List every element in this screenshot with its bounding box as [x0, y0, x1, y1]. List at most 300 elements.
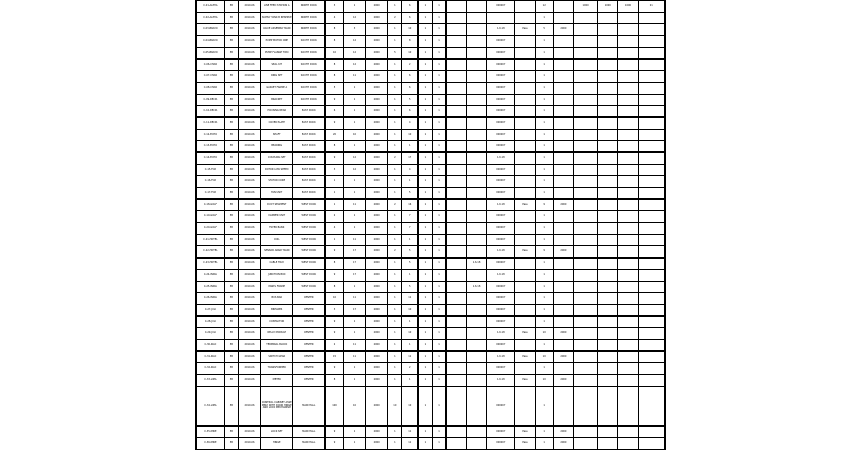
- table-cell: 2: [388, 152, 402, 164]
- table-cell: 2000: [553, 426, 573, 438]
- table-cell: 9: [325, 426, 343, 438]
- table-cell: 1: [432, 164, 446, 176]
- table-cell: 2000: [366, 152, 388, 164]
- table-cell: BRACKET: [261, 94, 293, 106]
- table-cell: [446, 351, 466, 363]
- table-cell: WEST DOCK: [293, 211, 325, 223]
- table-cell: 1: [418, 24, 432, 36]
- table-cell: [515, 234, 535, 246]
- table-cell: [515, 293, 535, 305]
- table-cell: 12: [535, 1, 553, 13]
- table-row: [196, 211, 665, 223]
- table-cell: MAIN HALL: [293, 386, 325, 426]
- table-cell: 1: [535, 211, 553, 223]
- table-cell: [515, 304, 535, 316]
- table-row: [196, 47, 665, 59]
- table-cell: 2000: [366, 188, 388, 200]
- table-cell: 10: [343, 129, 365, 141]
- table-cell: 1000: [573, 1, 597, 13]
- table-cell: [638, 339, 664, 351]
- table-cell: [553, 12, 573, 24]
- table-cell: EAST DOCK: [293, 164, 325, 176]
- table-cell: 1: [432, 47, 446, 59]
- table-cell: [598, 223, 618, 235]
- table-row: [196, 82, 665, 94]
- table-cell: SENSOR ARRAY MAIN: [261, 246, 293, 258]
- table-cell: C-26-INDIA: [196, 293, 224, 305]
- table-cell: 1: [388, 258, 402, 270]
- table-cell: 5B: [224, 426, 238, 438]
- table-cell: 1: [418, 141, 432, 153]
- table-cell: 000007: [487, 117, 515, 129]
- table-cell: [466, 36, 486, 48]
- table-cell: 1: [432, 24, 446, 36]
- table-cell: 5B: [224, 24, 238, 36]
- table-cell: MAIN HALL: [293, 438, 325, 450]
- table-cell: 1: [418, 117, 432, 129]
- table-cell: NORTH DOCK: [293, 12, 325, 24]
- table-cell: [515, 281, 535, 293]
- table-cell: 2019-06: [238, 117, 260, 129]
- table-cell: Pass: [515, 328, 535, 340]
- table-cell: 1: [418, 12, 432, 24]
- table-cell: 2000: [366, 339, 388, 351]
- table-cell: [638, 164, 664, 176]
- table-cell: 1: [418, 47, 432, 59]
- table-cell: 1: [535, 188, 553, 200]
- table-cell: 000007: [487, 293, 515, 305]
- table-cell: WEST DOCK: [293, 199, 325, 211]
- table-cell: [573, 234, 597, 246]
- table-cell: [573, 59, 597, 71]
- table-cell: [638, 59, 664, 71]
- table-cell: [515, 106, 535, 118]
- table-cell: 5B: [224, 176, 238, 188]
- table-cell: [598, 258, 618, 270]
- table-cell: [446, 339, 466, 351]
- table-cell: 000007: [487, 82, 515, 94]
- table-cell: 000007: [487, 426, 515, 438]
- table-cell: 6: [325, 106, 343, 118]
- table-cell: 1: [325, 199, 343, 211]
- table-cell: 2019-06: [238, 12, 260, 24]
- table-cell: 21: [638, 1, 664, 13]
- table-cell: [618, 117, 638, 129]
- table-cell: [598, 375, 618, 387]
- table-cell: C-28-JULI: [196, 316, 224, 328]
- table-cell: PUMP MOTOR ONE: [261, 36, 293, 48]
- table-cell: 5B: [224, 246, 238, 258]
- table-cell: [638, 281, 664, 293]
- table-cell: 2000: [366, 386, 388, 426]
- table-cell: 1: [535, 164, 553, 176]
- table-row: [196, 24, 665, 36]
- table-cell: [618, 71, 638, 83]
- table-cell: [466, 176, 486, 188]
- table-row: [196, 117, 665, 129]
- table-cell: 1: [418, 426, 432, 438]
- table-cell: 17: [343, 246, 365, 258]
- table-cell: FAN UNIT: [261, 188, 293, 200]
- table-cell: 1: [432, 304, 446, 316]
- table-cell: 1: [388, 164, 402, 176]
- table-cell: 11: [343, 339, 365, 351]
- table-cell: 1: [343, 211, 365, 223]
- table-cell: 2019-06: [238, 339, 260, 351]
- table-cell: [553, 293, 573, 305]
- table-cell: [573, 363, 597, 375]
- table-cell: 1: [388, 59, 402, 71]
- table-cell: 11: [343, 71, 365, 83]
- table-cell: [638, 386, 664, 426]
- table-cell: C-06-CHAR: [196, 59, 224, 71]
- table-cell: 5B: [224, 152, 238, 164]
- table-cell: 2000: [366, 223, 388, 235]
- table-cell: 000007: [487, 164, 515, 176]
- table-cell: 1: [343, 438, 365, 450]
- table-cell: 1: [418, 246, 432, 258]
- table-cell: 2000: [366, 1, 388, 13]
- table-cell: C-13-ECHO: [196, 141, 224, 153]
- table-cell: EAST DOCK: [293, 152, 325, 164]
- table-cell: [553, 82, 573, 94]
- table-cell: [553, 363, 573, 375]
- table-row: [196, 164, 665, 176]
- table-cell: [618, 351, 638, 363]
- table-cell: [446, 47, 466, 59]
- table-cell: C-07-CHAR: [196, 71, 224, 83]
- table-cell: 1: [343, 117, 365, 129]
- table-cell: [515, 269, 535, 281]
- table-cell: 6: [402, 82, 418, 94]
- table-cell: 4: [402, 117, 418, 129]
- table-row: [196, 375, 665, 387]
- table-cell: 10: [325, 47, 343, 59]
- table-cell: [618, 164, 638, 176]
- table-cell: 2019-06: [238, 82, 260, 94]
- table-row: [196, 258, 665, 270]
- table-cell: [573, 223, 597, 235]
- table-cell: [618, 59, 638, 71]
- table-cell: 11: [402, 293, 418, 305]
- table-cell: [598, 141, 618, 153]
- table-cell: 000007: [487, 94, 515, 106]
- table-cell: 11: [402, 438, 418, 450]
- table-cell: 1: [432, 281, 446, 293]
- table-cell: 2000: [366, 59, 388, 71]
- table-cell: [573, 94, 597, 106]
- table-cell: 9: [325, 269, 343, 281]
- table-cell: [618, 199, 638, 211]
- table-cell: [446, 293, 466, 305]
- table-cell: [446, 141, 466, 153]
- table-cell: 000007: [487, 234, 515, 246]
- table-cell: 000007: [487, 438, 515, 450]
- table-cell: [446, 363, 466, 375]
- table-cell: 1: [343, 426, 365, 438]
- table-cell: 11: [343, 351, 365, 363]
- table-cell: BREAKER: [261, 304, 293, 316]
- empty-region: [665, 0, 860, 450]
- table-cell: 2019-06: [238, 234, 260, 246]
- table-cell: 12: [343, 12, 365, 24]
- table-cell: 000007: [487, 339, 515, 351]
- table-cell: 7: [402, 223, 418, 235]
- table-cell: [638, 176, 664, 188]
- table-cell: 8: [325, 59, 343, 71]
- table-cell: [638, 24, 664, 36]
- table-cell: [553, 36, 573, 48]
- table-cell: 1: [432, 211, 446, 223]
- table-cell: 1: [402, 316, 418, 328]
- table-cell: [466, 211, 486, 223]
- table-cell: [573, 24, 597, 36]
- table-cell: [598, 106, 618, 118]
- table-cell: [638, 293, 664, 305]
- table-cell: 1: [388, 316, 402, 328]
- table-cell: C-20-GOLF: [196, 223, 224, 235]
- table-cell: 2019-06: [238, 211, 260, 223]
- table-cell: 2019-06: [238, 258, 260, 270]
- table-cell: 5B: [224, 316, 238, 328]
- table-cell: C-02-ALPHA: [196, 12, 224, 24]
- spreadsheet: [195, 0, 665, 450]
- table-cell: [553, 258, 573, 270]
- table-cell: Pass: [515, 246, 535, 258]
- table-cell: 1: [432, 363, 446, 375]
- table-cell: [638, 426, 664, 438]
- table-row: [196, 293, 665, 305]
- table-cell: 1: [343, 94, 365, 106]
- table-cell: 9: [325, 328, 343, 340]
- table-cell: 1: [535, 71, 553, 83]
- table-cell: 1: [418, 1, 432, 13]
- table-cell: 1: [418, 316, 432, 328]
- table-cell: 5B: [224, 106, 238, 118]
- table-cell: [515, 94, 535, 106]
- table-cell: [515, 223, 535, 235]
- table-cell: 2019-06: [238, 426, 260, 438]
- table-cell: CENTER: [293, 316, 325, 328]
- table-cell: [618, 438, 638, 450]
- table-cell: 8: [325, 281, 343, 293]
- table-cell: VALVE ASSEMBLY MAIN: [261, 24, 293, 36]
- table-cell: 5B: [224, 339, 238, 351]
- table-cell: 1: [432, 269, 446, 281]
- table-cell: C-22-HOTEL: [196, 246, 224, 258]
- table-cell: 5: [325, 82, 343, 94]
- table-cell: 1: [535, 117, 553, 129]
- table-cell: 4: [325, 12, 343, 24]
- table-cell: 000007: [487, 223, 515, 235]
- table-cell: C-15-FOX: [196, 164, 224, 176]
- table-cell: 1: [388, 24, 402, 36]
- table-row: [196, 269, 665, 281]
- table-row: [196, 1, 665, 13]
- table-cell: EAST DOCK: [293, 129, 325, 141]
- table-cell: [618, 141, 638, 153]
- table-cell: [638, 363, 664, 375]
- table-cell: [573, 386, 597, 426]
- table-cell: [573, 164, 597, 176]
- table-cell: CENTER: [293, 293, 325, 305]
- table-cell: [466, 94, 486, 106]
- table-cell: [598, 363, 618, 375]
- table-row: [196, 106, 665, 118]
- table-cell: EAST DOCK: [293, 141, 325, 153]
- table-cell: 2019-06: [238, 328, 260, 340]
- table-cell: 2000: [366, 24, 388, 36]
- table-row: [196, 304, 665, 316]
- table-cell: Pass: [515, 199, 535, 211]
- table-cell: 1.6.18: [487, 269, 515, 281]
- table-cell: [446, 426, 466, 438]
- table-cell: [446, 375, 466, 387]
- table-cell: 6: [402, 1, 418, 13]
- table-cell: 1: [325, 176, 343, 188]
- table-cell: [466, 152, 486, 164]
- table-cell: 2000: [553, 328, 573, 340]
- table-cell: 1: [388, 188, 402, 200]
- table-cell: 2000: [366, 164, 388, 176]
- table-cell: 9: [325, 246, 343, 258]
- table-cell: 000007: [487, 363, 515, 375]
- table-cell: 17: [343, 304, 365, 316]
- table-cell: [466, 293, 486, 305]
- table-cell: 1: [402, 141, 418, 153]
- table-cell: [446, 94, 466, 106]
- table-cell: [553, 316, 573, 328]
- table-cell: [598, 304, 618, 316]
- table-cell: 2019-06: [238, 375, 260, 387]
- table-row: [196, 438, 665, 450]
- table-cell: [553, 129, 573, 141]
- table-cell: 2019-06: [238, 386, 260, 426]
- table-cell: [618, 234, 638, 246]
- table-cell: [598, 328, 618, 340]
- table-cell: [446, 304, 466, 316]
- table-cell: 1: [418, 164, 432, 176]
- table-cell: 2019-06: [238, 47, 260, 59]
- table-cell: 12: [343, 47, 365, 59]
- table-cell: 5: [535, 24, 553, 36]
- table-cell: 1: [418, 386, 432, 426]
- table-cell: [618, 426, 638, 438]
- table-cell: Pass: [515, 426, 535, 438]
- table-cell: [553, 211, 573, 223]
- table-cell: 1: [432, 1, 446, 13]
- table-cell: 10: [535, 351, 553, 363]
- table-cell: [573, 258, 597, 270]
- table-cell: 2019-06: [238, 164, 260, 176]
- table-cell: 5B: [224, 82, 238, 94]
- table-cell: [446, 164, 466, 176]
- table-cell: 2000: [366, 269, 388, 281]
- table-cell: [553, 152, 573, 164]
- table-cell: [466, 269, 486, 281]
- table-cell: [515, 386, 535, 426]
- table-cell: 1: [388, 94, 402, 106]
- table-cell: 1: [535, 304, 553, 316]
- table-cell: EAST DOCK: [293, 117, 325, 129]
- table-cell: [598, 82, 618, 94]
- table-cell: 2019-06: [238, 246, 260, 258]
- table-cell: [446, 223, 466, 235]
- table-cell: 1: [432, 59, 446, 71]
- table-cell: 11: [343, 293, 365, 305]
- table-cell: 5: [402, 188, 418, 200]
- table-cell: 1: [535, 363, 553, 375]
- table-cell: 2000: [553, 438, 573, 450]
- table-cell: 2000: [366, 426, 388, 438]
- table-cell: 2019-06: [238, 199, 260, 211]
- table-cell: [446, 438, 466, 450]
- table-cell: 1: [388, 117, 402, 129]
- table-cell: [573, 316, 597, 328]
- table-cell: [598, 12, 618, 24]
- table-cell: 2: [388, 12, 402, 24]
- table-cell: [446, 59, 466, 71]
- table-cell: [446, 234, 466, 246]
- table-cell: CABLE TRAY: [261, 258, 293, 270]
- table-cell: 1: [432, 188, 446, 200]
- table-cell: METER: [261, 375, 293, 387]
- table-cell: 10: [535, 328, 553, 340]
- table-cell: [598, 438, 618, 450]
- table-cell: 1: [418, 304, 432, 316]
- table-cell: 12: [343, 152, 365, 164]
- table-cell: [553, 234, 573, 246]
- table-cell: 000007: [487, 71, 515, 83]
- table-cell: [638, 438, 664, 450]
- table-cell: SUPPLY TANK B RESERVE: [261, 12, 293, 24]
- table-cell: 10: [325, 293, 343, 305]
- table-cell: C-11-DELTA: [196, 117, 224, 129]
- table-cell: 5B: [224, 293, 238, 305]
- table-cell: [638, 152, 664, 164]
- table-cell: 10: [402, 24, 418, 36]
- table-cell: 1: [432, 223, 446, 235]
- table-cell: 11: [402, 351, 418, 363]
- table-cell: 2019-06: [238, 269, 260, 281]
- table-cell: [446, 82, 466, 94]
- table-row: [196, 176, 665, 188]
- table-cell: 9: [325, 316, 343, 328]
- table-cell: 2000: [553, 375, 573, 387]
- table-cell: 2000: [366, 117, 388, 129]
- table-cell: 2000: [366, 129, 388, 141]
- table-row: [196, 152, 665, 164]
- table-cell: [446, 269, 466, 281]
- table-cell: [573, 426, 597, 438]
- table-cell: C-09-DELTA: [196, 94, 224, 106]
- table-cell: C-31-KILO: [196, 351, 224, 363]
- table-cell: 000007: [487, 106, 515, 118]
- table-cell: [466, 106, 486, 118]
- table-cell: 1: [432, 36, 446, 48]
- table-cell: SHAFT: [261, 129, 293, 141]
- table-cell: [446, 188, 466, 200]
- table-cell: 000007: [487, 59, 515, 71]
- table-cell: 9: [535, 199, 553, 211]
- table-cell: [638, 47, 664, 59]
- table-cell: 1: [388, 375, 402, 387]
- table-cell: 2000: [366, 438, 388, 450]
- table-cell: 1: [388, 426, 402, 438]
- table-cell: C-25-INDIA: [196, 281, 224, 293]
- table-cell: [446, 328, 466, 340]
- table-cell: 1: [418, 71, 432, 83]
